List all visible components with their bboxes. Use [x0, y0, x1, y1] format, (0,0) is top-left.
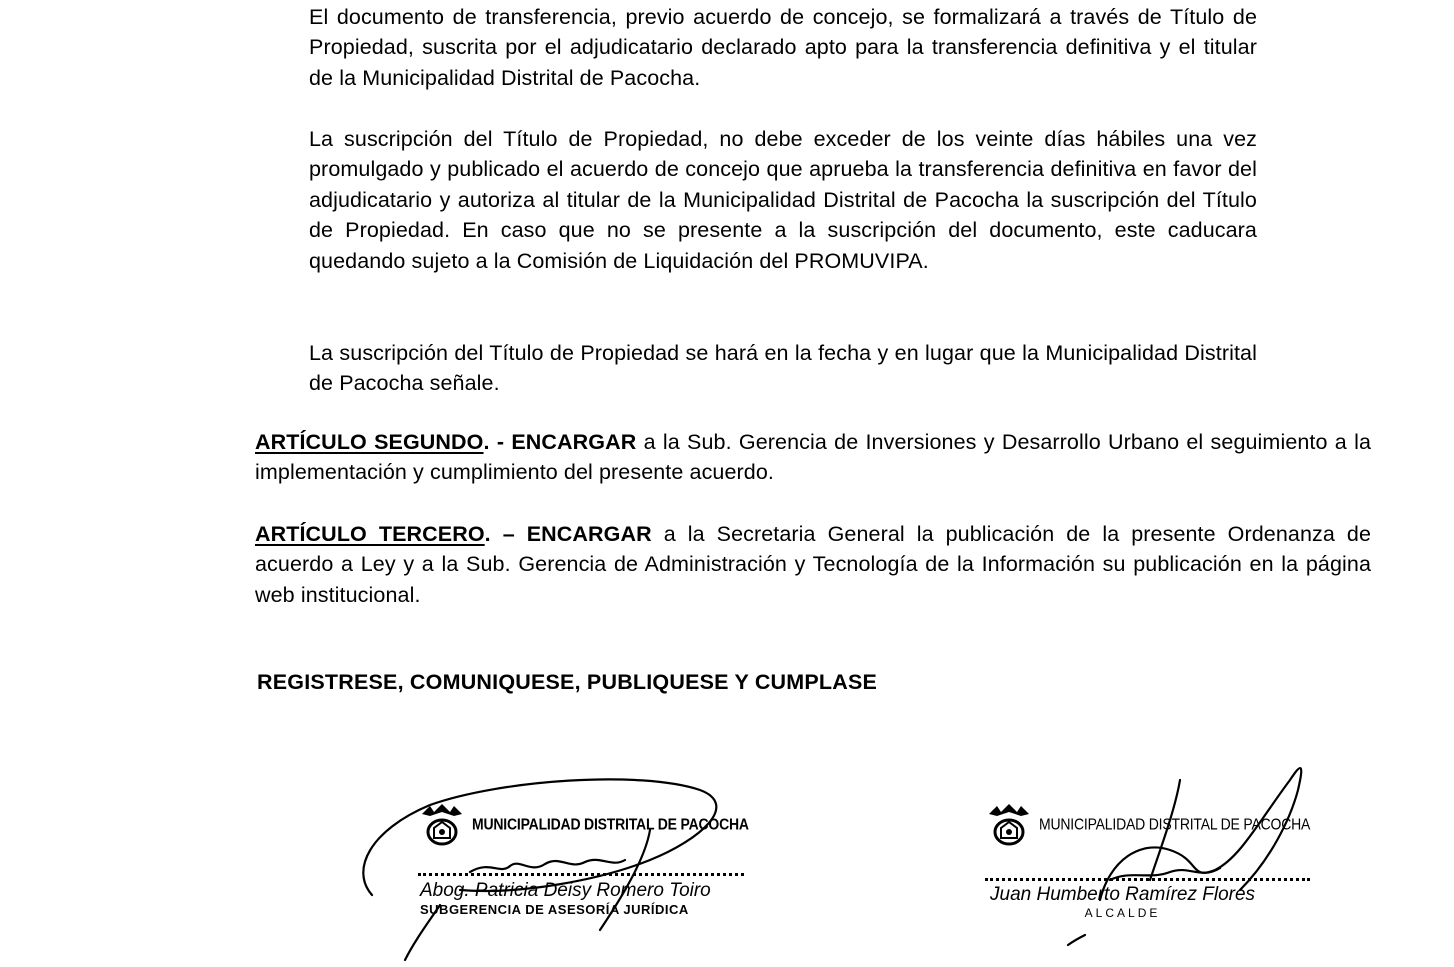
paragraph-title-subscription: La suscripción del Título de Propiedad, no debe exceder de los veinte días hábiles una vez promulgado y publicado el acuerdo de concejo que aprueba la transferencia definitiva en favor del adjudicatario y autoriza al titular de la Municipalidad Distrital de Pacocha la suscripción del Título de Propiedad. En caso que no se presente a la suscripción del documento, este caducara quedando sujeto a la Comisión de Liquidación del PROMUVIPA.: [309, 127, 1257, 273]
seal-left-text: MUNICIPALIDAD DISTRITAL DE PACOCHA: [472, 814, 749, 834]
article-segundo-heading: ARTÍCULO SEGUNDO: [255, 430, 484, 454]
article-segundo-separator: . -: [483, 430, 512, 454]
closing-formula: REGISTRESE, COMUNIQUESE, PUBLIQUESE Y CUMPLASE: [257, 670, 878, 694]
signature-block-right: [985, 800, 1310, 848]
signature-stroke-right-tail: [1068, 935, 1085, 945]
seal-left: [418, 800, 749, 848]
signature-stroke-left-text: [470, 860, 625, 872]
signer-name-right: Juan Humberto Ramírez Flores: [990, 884, 1256, 905]
municipal-seal-icon: [985, 800, 1033, 848]
signer-name-left: Abog. Patricia Deisy Romero Toiro: [420, 880, 711, 901]
article-tercero-separator: . –: [484, 522, 527, 546]
signer-role-right: ALCALDE: [1084, 906, 1161, 920]
municipal-seal-icon: [418, 800, 466, 848]
signature-caption-right: [990, 884, 1255, 920]
article-tercero: [255, 519, 1371, 610]
article-tercero-text: a la Secretaria General la publicación de la presente Ordenanza de acuerdo a Ley y a la Sub. Gerencia de Administración y Tecnología de la Información su publicación en la página web institucional.: [255, 522, 1372, 607]
signature-line-right: [985, 878, 1310, 881]
paragraph-transfer-document: El documento de transferencia, previo acuerdo de concejo, se formalizará a través de Título de Propiedad, suscrita por el adjudicatario declarado apto para la transferencia definitiva y el titular de la Municipalidad Distrital de Pacocha.: [309, 5, 1257, 90]
signer-role-left: SUBGERENCIA DE ASESORÍA JURÍDICA: [420, 902, 689, 917]
paragraph-subscription-date: La suscripción del Título de Propiedad se hará en la fecha y en lugar que la Municipalidad Distrital de Pacocha señale.: [309, 341, 1257, 396]
article-segundo: [255, 427, 1371, 488]
article-tercero-heading: ARTÍCULO TERCERO: [255, 522, 485, 546]
article-segundo-text: a la Sub. Gerencia de Inversiones y Desarrollo Urbano el seguimiento a la implementación y cumplimiento del presente acuerdo.: [255, 430, 1372, 485]
signature-caption-left: [420, 880, 711, 917]
signature-line-left: [418, 873, 744, 876]
article-segundo-verb: ENCARGAR: [511, 430, 637, 454]
seal-right-text: MUNICIPALIDAD DISTRITAL DE PACOCHA: [1039, 814, 1311, 834]
article-tercero-verb: ENCARGAR: [526, 522, 652, 546]
signature-block-left: [418, 800, 749, 848]
seal-right: [985, 800, 1310, 848]
